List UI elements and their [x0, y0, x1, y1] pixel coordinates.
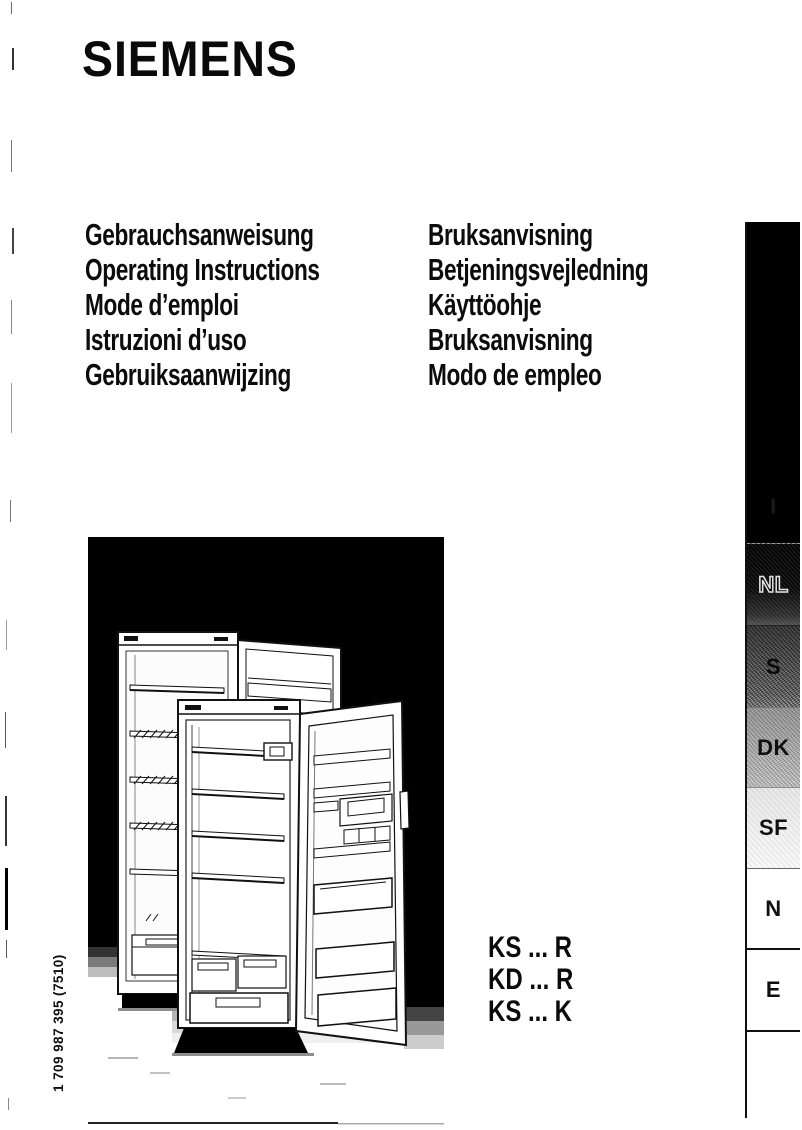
tab-nederlands: [747, 543, 800, 625]
tab-label: NL: [758, 571, 789, 597]
tab-norsk: [747, 868, 800, 948]
tab-italiano: [747, 222, 800, 543]
scan-artifact: [5, 712, 6, 748]
tab-svenska: [747, 625, 800, 707]
tab-label: I: [770, 496, 777, 518]
scan-artifact: [6, 620, 7, 650]
scan-artifact: [11, 300, 12, 334]
title-no: Bruksanvisning: [428, 322, 593, 357]
model-line: KS ... K: [488, 995, 573, 1028]
tab-label: DK: [757, 734, 790, 760]
tab-suomi: [747, 787, 800, 868]
tab-label: E: [765, 977, 782, 1002]
scan-artifact: [11, 140, 12, 172]
scan-artifact: [11, 2, 12, 14]
language-tab-strip: [745, 222, 800, 1118]
title-fr: Mode d’emploi: [85, 287, 239, 322]
title-nl: Gebruiksaanwijzing: [85, 357, 291, 392]
title-column-right: [428, 217, 648, 392]
tab-dansk: [747, 707, 800, 787]
title-sv: Bruksanvisning: [428, 217, 593, 252]
refrigerator-illustration: [88, 537, 444, 1127]
scan-artifact: [10, 500, 11, 522]
tab-espanol: [747, 948, 800, 1030]
siemens-logo: SIEMENS: [82, 31, 298, 87]
scan-artifact: [11, 383, 12, 433]
scan-artifact: [8, 1098, 9, 1110]
scan-artifact: [12, 228, 14, 254]
tab-blank: [747, 1030, 800, 1118]
title-es: Modo de empleo: [428, 357, 602, 392]
title-de: Gebrauchsanweisung: [85, 217, 314, 252]
model-numbers: [488, 932, 573, 1028]
model-line: KD ... R: [488, 963, 574, 996]
title-it: Istruzioni d’uso: [85, 322, 247, 357]
model-line: KS ... R: [488, 931, 573, 964]
scan-artifact: [6, 940, 7, 958]
title-da: Betjeningsvejledning: [428, 252, 649, 287]
scan-artifact: [5, 796, 7, 846]
tab-label: N: [765, 895, 782, 921]
title-column-left: [85, 217, 320, 392]
scan-artifact: [5, 868, 8, 930]
title-fi: Käyttöohje: [428, 287, 542, 322]
title-en: Operating Instructions: [85, 252, 320, 287]
tab-label: S: [765, 653, 782, 679]
tab-label: SF: [758, 815, 789, 840]
scan-artifact: [12, 48, 14, 70]
part-number: 1 709 987 395 (7510): [50, 954, 66, 1092]
